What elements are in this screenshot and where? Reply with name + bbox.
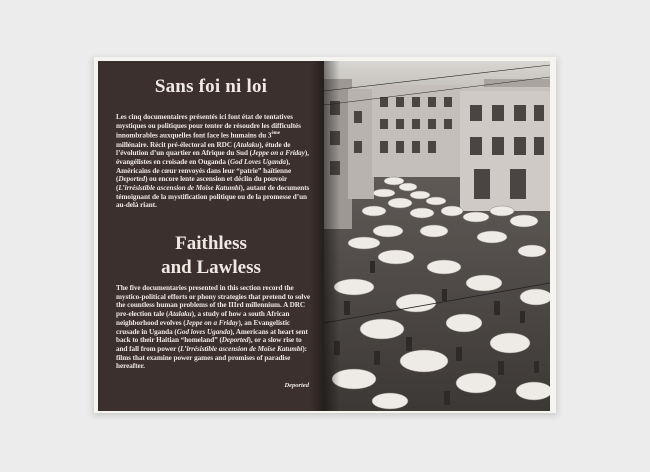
film-title: Atalaku bbox=[236, 140, 260, 149]
film-title: Deported bbox=[221, 336, 249, 345]
section-title-french: Sans foi ni loi bbox=[154, 76, 268, 97]
text-run: ) ou encore lente ascension et déclin du pouvoir ( bbox=[116, 175, 287, 193]
text-run: ), autant de documents témoignant de la mystification politique ou de la promesse d’un au-delà riant. bbox=[116, 184, 310, 210]
film-title: Jeppe on a Friday bbox=[185, 318, 239, 327]
film-title: God loves Uganda bbox=[176, 327, 231, 336]
text-run: ): films that examine power games and promises of paradise hereafter. bbox=[116, 344, 308, 371]
film-title: Deported bbox=[118, 175, 146, 184]
ordinal-suffix: ème bbox=[271, 131, 280, 137]
film-title: L’irrésistible ascension de Moïse Katumbi bbox=[118, 184, 241, 193]
right-page-photo bbox=[324, 61, 550, 411]
text-run: ), an Evangelistic crusade in Uganda ( bbox=[116, 318, 291, 336]
text-run: ), a study of how a south African neighborhood evolves ( bbox=[116, 310, 290, 327]
market-street-photo bbox=[324, 61, 550, 411]
text-run: Les cinq documentaires présentés ici font état de tentatives mystiques ou politiques pour tenter de résoudre les difficultés innombrables auxquelles font face les humains du 3 bbox=[116, 113, 301, 140]
text-run: ), Americans at heart sent back to their Haitian “homeland” ( bbox=[116, 327, 308, 345]
text-run: ), étude de l’évolution d’un quartier en Afrique du Sud ( bbox=[116, 140, 291, 158]
section-title-english bbox=[98, 232, 324, 280]
text-run: ), évangélistes en croisade en Ouganda ( bbox=[116, 149, 309, 166]
film-title: L’irrésistible ascension de Moïse Katumbi bbox=[180, 344, 303, 353]
text-run: ), Américains de cœur renvoyés dans leur “patrie” haïtienne ( bbox=[116, 157, 292, 184]
film-title: Atalaku bbox=[168, 310, 192, 319]
text-run: The five documentaries presented in this section record the mystico-political efforts or phony strategies that pretend to solve the countless human problems of the IIIrd millennium. A DRC pre-election tale ( bbox=[116, 284, 311, 319]
spine-shadow bbox=[324, 61, 340, 411]
text-run: millénaire. Récit pré-électoral en RDC ( bbox=[116, 140, 237, 149]
left-page bbox=[98, 61, 324, 411]
body-text-english bbox=[116, 284, 310, 371]
section-title-english-line-1: Faithless bbox=[175, 233, 247, 254]
text-run: ), or a slow rise to and fall from power ( bbox=[116, 336, 302, 353]
film-title: Jeppe on a Friday bbox=[252, 149, 305, 158]
film-title: God Loves Uganda bbox=[230, 157, 286, 166]
body-text-french bbox=[116, 113, 310, 210]
gutter-shadow bbox=[310, 61, 324, 411]
section-title-english-line-2: and Lawless bbox=[161, 257, 261, 278]
photo-caption: Deported bbox=[284, 382, 309, 389]
